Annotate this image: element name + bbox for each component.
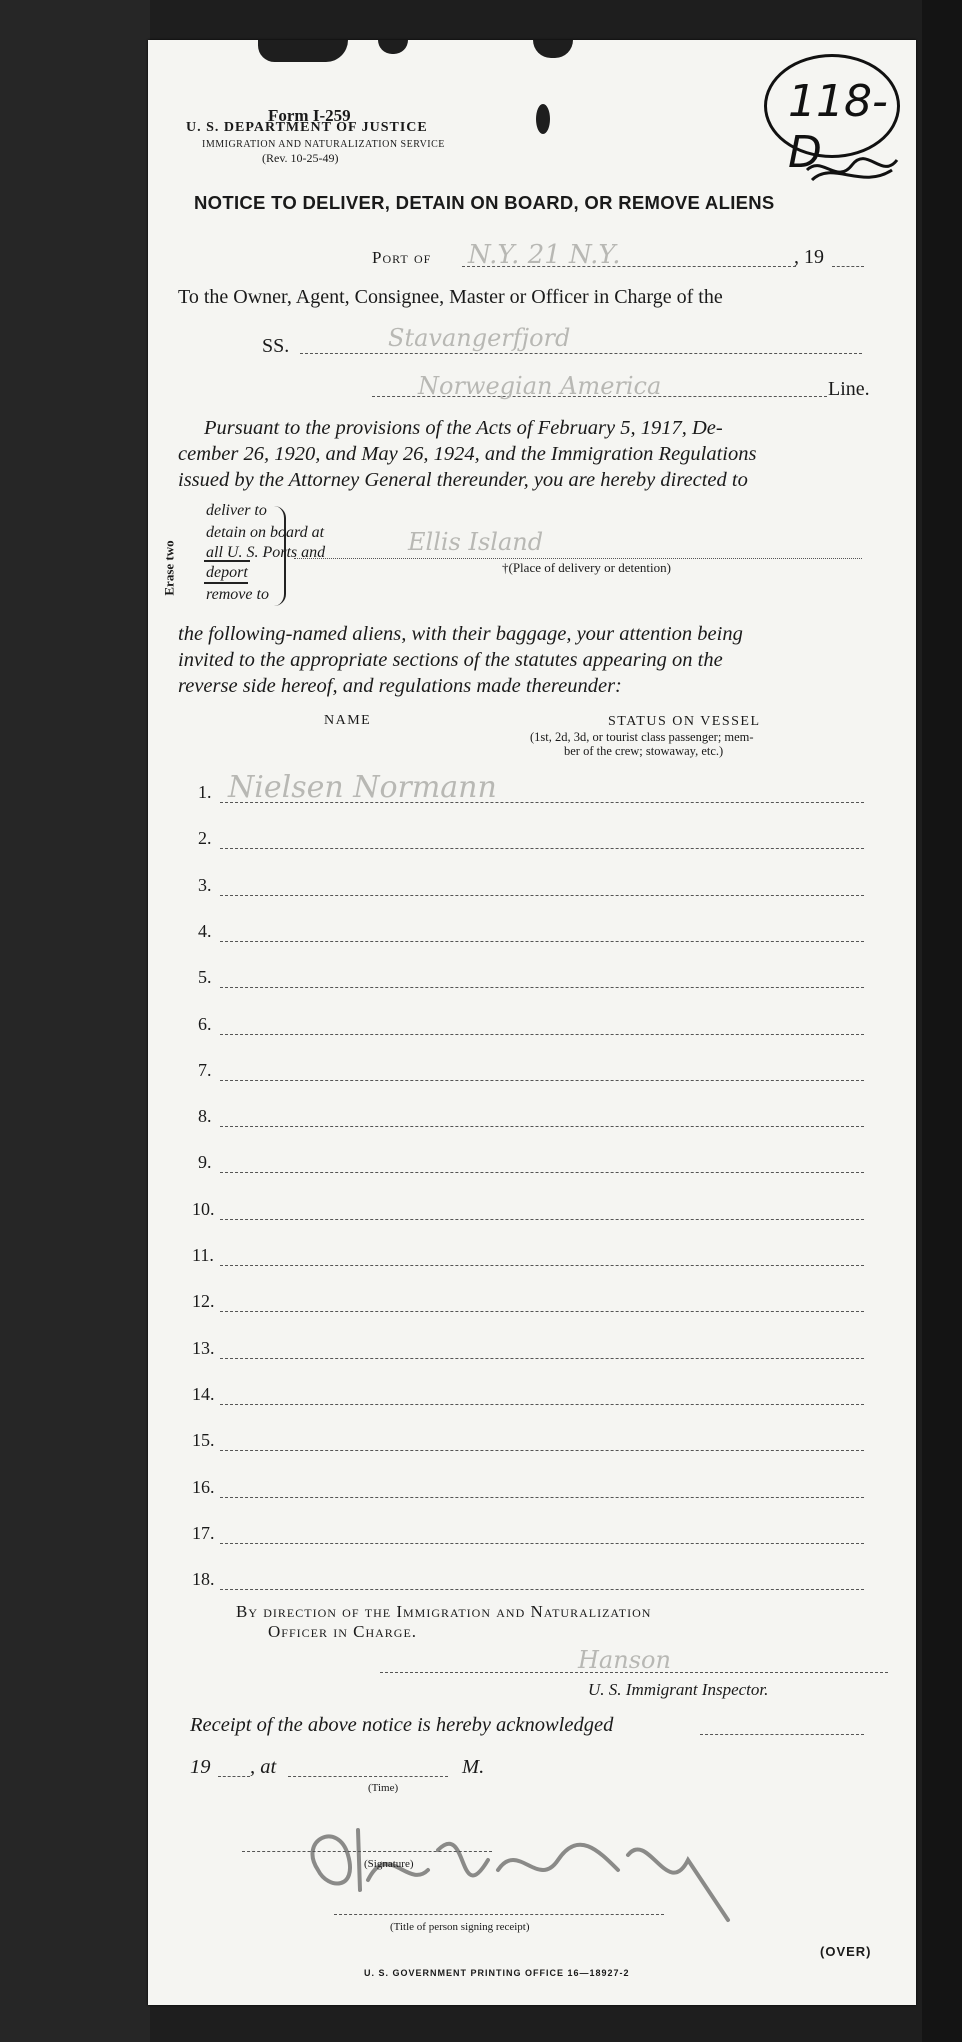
options-bracket xyxy=(274,506,286,606)
title-field xyxy=(334,1914,664,1915)
addressee-line: To the Owner, Agent, Consignee, Master or Officer in Charge of the xyxy=(178,286,723,308)
row-number: 17. xyxy=(192,1522,215,1543)
row-entry-field xyxy=(220,895,864,896)
row-entry-field xyxy=(220,1589,864,1590)
following-line-2: invited to the appropriate sections of the statutes appearing on the xyxy=(178,649,723,671)
option-deport: deport xyxy=(206,564,248,581)
option-remove: remove to xyxy=(206,586,269,603)
file-stamp-text: 118-D xyxy=(788,76,888,178)
row-number: 11. xyxy=(192,1245,214,1265)
over-label: (OVER) xyxy=(820,1944,872,1959)
handwriting-place: Ellis Island xyxy=(408,528,544,556)
time-caption: (Time) xyxy=(368,1782,399,1794)
pursuant-line-3: issued by the Attorney General thereunder, you are hereby directed to xyxy=(178,469,748,491)
receipt-at-label: , at xyxy=(250,1756,277,1778)
row-number: 15. xyxy=(192,1430,215,1451)
row-entry-field xyxy=(220,1172,864,1173)
following-line-1: the following-named aliens, with their baggage, your attention being xyxy=(178,623,743,645)
title-caption: (Title of person signing receipt) xyxy=(390,1921,530,1933)
column-status-header: STATUS ON VESSEL xyxy=(608,714,761,729)
row-number: 13. xyxy=(192,1337,215,1358)
service-name: IMMIGRATION AND NATURALIZATION SERVICE xyxy=(202,139,445,150)
handwriting-ship: Stavangerfjord xyxy=(388,324,571,352)
row-entry-field xyxy=(220,1450,864,1451)
row-number: 6. xyxy=(198,1013,212,1034)
department-name: U. S. DEPARTMENT OF JUSTICE xyxy=(186,120,428,135)
row-entry-field xyxy=(220,1358,864,1359)
row-entry-field xyxy=(220,987,864,988)
row-entry-field xyxy=(220,848,864,849)
receipt-date-field xyxy=(700,1734,864,1735)
following-line-3: reverse side hereof, and regulations made thereunder: xyxy=(178,675,622,697)
row-entry-field xyxy=(220,1219,864,1220)
column-name-header: NAME xyxy=(324,713,372,728)
handwriting-port: N.Y. 21 N.Y. xyxy=(468,240,621,270)
signature-caption: (Signature) xyxy=(364,1858,414,1870)
row-number: 2. xyxy=(198,828,212,849)
signature-field xyxy=(242,1851,492,1852)
erase-two-note: Erase two xyxy=(161,540,177,596)
scan-background-left xyxy=(0,0,150,2042)
row-number: 14. xyxy=(192,1383,215,1404)
row-entry-field xyxy=(220,1497,864,1498)
handwriting-line: Norwegian America xyxy=(418,372,662,400)
ss-field xyxy=(300,353,862,354)
pursuant-line-1: Pursuant to the provisions of the Acts of February 5, 1917, De- xyxy=(204,417,723,439)
strikeout-remove xyxy=(204,582,248,584)
receipt-line-1: Receipt of the above notice is hereby acknowledged xyxy=(190,1714,614,1736)
row-number: 7. xyxy=(198,1059,212,1080)
inspector-label: U. S. Immigrant Inspector. xyxy=(588,1680,769,1699)
printer-imprint: U. S. GOVERNMENT PRINTING OFFICE 16—18927-2 xyxy=(364,1968,630,1978)
row-entry-field xyxy=(220,1265,864,1266)
direction-line-2: Officer in Charge. xyxy=(268,1622,418,1641)
row-entry-field xyxy=(220,1543,864,1544)
row-number: 1. xyxy=(198,782,212,802)
row-number: 10. xyxy=(192,1198,215,1219)
form-number: Form I-259 xyxy=(268,106,351,125)
row-entry-field xyxy=(220,1080,864,1081)
row-number: 12. xyxy=(192,1291,215,1312)
receipt-time-field xyxy=(288,1776,448,1777)
option-detain: detain on board at xyxy=(206,524,325,541)
row-number: 18. xyxy=(192,1569,215,1590)
scribble-mark xyxy=(802,150,902,190)
receipt-m-label: M. xyxy=(462,1756,485,1778)
scan-background-right xyxy=(922,0,962,2042)
option-deliver: deliver to xyxy=(206,502,267,519)
place-field xyxy=(294,558,862,559)
receipt-signature xyxy=(298,1800,798,1940)
ss-label: SS. xyxy=(262,335,290,357)
option-all-ports: all U. S. Ports and xyxy=(206,544,326,561)
year-field xyxy=(832,266,864,267)
receipt-year-prefix: 19 xyxy=(190,1756,211,1778)
torn-edge xyxy=(378,40,408,54)
line-label: Line. xyxy=(828,378,870,400)
row-number: 4. xyxy=(198,920,212,941)
handwriting-name-1: Nielsen Normann xyxy=(228,770,497,805)
row-number: 3. xyxy=(198,874,212,895)
punch-hole xyxy=(536,104,550,134)
row-entry-field xyxy=(220,1404,864,1405)
row-entry-field xyxy=(220,941,864,942)
direction-line-1: By direction of the Immigration and Naturalization xyxy=(236,1602,652,1621)
handwriting-inspector: Hanson xyxy=(578,1646,671,1674)
row-entry-field xyxy=(220,1311,864,1312)
row-entry-field xyxy=(220,1126,864,1127)
receipt-year-field xyxy=(218,1776,250,1777)
row-number: 5. xyxy=(198,967,212,988)
year-prefix: , 19 xyxy=(794,246,824,268)
row-entry-field xyxy=(220,1034,864,1035)
row-number: 9. xyxy=(198,1152,212,1173)
port-label: Port of xyxy=(372,248,432,267)
form-paper xyxy=(148,40,916,2005)
form-title: NOTICE TO DELIVER, DETAIN ON BOARD, OR REMOVE ALIENS xyxy=(194,192,775,213)
revision-date: (Rev. 10-25-49) xyxy=(262,151,339,165)
pursuant-line-2: cember 26, 1920, and May 26, 1924, and the Immigration Regulations xyxy=(178,443,757,465)
torn-edge xyxy=(258,40,348,62)
torn-edge xyxy=(533,40,573,58)
place-caption: †(Place of delivery or detention) xyxy=(502,560,671,575)
status-note-1: (1st, 2d, 3d, or tourist class passenger; mem- xyxy=(530,730,754,744)
row-number: 16. xyxy=(192,1476,215,1497)
row-number: 8. xyxy=(198,1106,212,1127)
status-note-2: ber of the crew; stowaway, etc.) xyxy=(564,744,724,758)
strikeout-deport xyxy=(204,560,250,562)
